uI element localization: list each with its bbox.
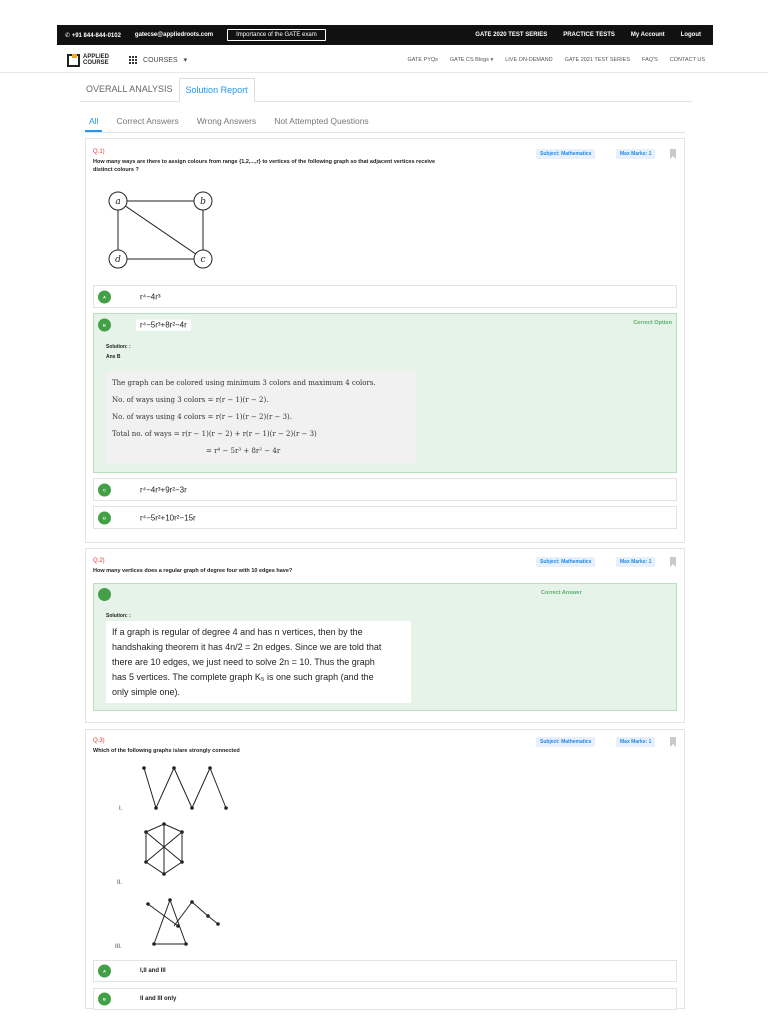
phone-number[interactable] [65, 32, 121, 39]
courses-menu[interactable] [129, 56, 187, 64]
graph-ii [136, 818, 206, 883]
solution-line-3: there are 10 edges, we just need to solve 2n = 10. Thus the graph [112, 657, 375, 667]
math-line-3: No. of ways using 4 colors = r(r − 1)(r − 2)(r − 3). [112, 413, 293, 421]
nav-contact-us[interactable]: CONTACT US [669, 57, 705, 63]
phone-text: +91 844-844-0102 [71, 32, 121, 39]
option-text-b: II and III only [140, 996, 177, 1002]
correct-answer-box [93, 583, 677, 711]
navbar-divider [0, 72, 768, 73]
option-b[interactable] [94, 314, 676, 336]
filter-all[interactable]: All [85, 113, 102, 132]
solution-line-2: handshaking theorem it has 4n/2 = 2n edges. Since we are told that [112, 642, 382, 652]
question-text-line1: How many ways are there to assign colours from range {1,2,...,r} to vertices of the following graph so that adjacent vertices receive [93, 159, 436, 165]
question-card-2 [85, 548, 685, 723]
bookmark-icon[interactable] [670, 737, 676, 746]
logout-link[interactable]: Logout [680, 32, 701, 38]
subject-badge: Subject: Mathematics [536, 557, 595, 567]
nav-gate-2021-test-series[interactable]: GATE 2021 TEST SERIES [564, 57, 631, 63]
graph-iii [136, 890, 236, 960]
option-a[interactable] [93, 960, 677, 982]
math-line-4: Total no. of ways = r(r − 1)(r − 2) + r(r − 1)(r − 2)(r − 3) [112, 430, 317, 438]
main-navbar [57, 49, 713, 71]
solution-line-4: has 5 vertices. The complete graph K₅ is one such graph (and the [112, 672, 374, 682]
grid-icon [129, 56, 137, 64]
nav-gate-pyqs[interactable]: GATE PYQs [407, 57, 438, 63]
answer-circle-icon [98, 588, 111, 601]
option-b[interactable] [93, 988, 677, 1010]
option-letter-b: B [98, 319, 111, 332]
node-label-c: c [200, 255, 206, 265]
question-text: Which of the following graphs is/are strongly connected [93, 748, 240, 754]
filter-tabs [85, 113, 685, 133]
option-text-c: r⁴−4r³+9r²−3r [140, 485, 187, 494]
subject-badge: Subject: Mathematics [536, 149, 595, 159]
filter-not-attempted[interactable]: Not Attempted Questions [274, 116, 369, 126]
logo-line2: COURSE [83, 60, 109, 66]
question-card-1 [85, 138, 685, 543]
math-line-5: = r⁴ − 5r³ + 8r² − 4r [206, 447, 281, 455]
graph-label-ii: II. [117, 880, 123, 886]
option-text-a: I,II and III [140, 968, 166, 974]
node-label-b: b [200, 197, 206, 207]
solution-label: Solution: : [106, 613, 131, 619]
my-account-link[interactable]: My Account [630, 32, 665, 38]
gate-2020-test-series-link[interactable]: GATE 2020 TEST SERIES [475, 32, 548, 38]
node-label-d: d [115, 255, 121, 265]
solution-label: Solution: : [106, 344, 131, 350]
correct-option-tag: Correct Option [633, 320, 672, 326]
nav-live-on-demand[interactable]: LIVE ON-DEMAND [505, 57, 553, 63]
gate-importance-button[interactable]: Importance of the GATE exam [227, 29, 326, 41]
question-text: How many vertices does a regular graph of degree four with 10 edges have? [93, 568, 293, 574]
practice-tests-link[interactable]: PRACTICE TESTS [563, 32, 615, 38]
option-letter-a: A [98, 965, 111, 978]
option-c[interactable] [93, 478, 677, 501]
phone-icon: ✆ [65, 32, 72, 39]
top-contact-bar [57, 25, 713, 45]
tab-solution-report[interactable]: Solution Report [179, 78, 255, 102]
node-label-a: a [115, 197, 121, 207]
graph-label-i: I. [119, 806, 123, 812]
option-letter-a: A [98, 290, 111, 303]
solution-line-1: If a graph is regular of degree 4 and has n vertices, then by the [112, 627, 363, 637]
email-link[interactable]: gatecse@appliedroots.com [134, 32, 214, 38]
tab-overall-analysis[interactable]: OVERALL ANALYSIS [86, 84, 173, 94]
question-graph [103, 189, 223, 269]
nav-gate-cs-blogs[interactable]: GATE CS Blogs ▾ [449, 57, 494, 63]
solution-line-5: only simple one). [112, 687, 181, 697]
filter-correct-answers[interactable]: Correct Answers [116, 116, 179, 126]
solution-math [106, 371, 416, 463]
math-line-1: The graph can be colored using minimum 3 colors and maximum 4 colors. [112, 379, 376, 387]
correct-answer-tag: Correct Answer [541, 590, 582, 596]
logo-text [83, 54, 109, 66]
report-tabs [80, 78, 692, 102]
caret-down-icon: ▾ [183, 57, 188, 64]
filter-wrong-answers[interactable]: Wrong Answers [196, 116, 257, 126]
bookmark-icon[interactable] [670, 149, 676, 158]
bookmark-icon[interactable] [670, 557, 676, 566]
question-number: Q.1) [93, 149, 105, 155]
option-letter-b: B [98, 993, 111, 1006]
question-text [93, 158, 553, 174]
question-text-line2: distinct colours ? [93, 167, 139, 173]
option-text-d: r⁴−5r²+10r²−15r [140, 513, 196, 522]
option-letter-d: D [98, 511, 111, 524]
solution-text [106, 621, 411, 703]
graph-label-iii: III. [115, 944, 122, 950]
subject-badge: Subject: Mathematics [536, 737, 595, 747]
max-marks-badge: Max Marks: 1 [616, 149, 655, 159]
math-line-2: No. of ways using 3 colors = r(r − 1)(r − 2). [112, 396, 269, 404]
graph-i [134, 760, 244, 820]
logo-line1: APPLIED [83, 54, 110, 60]
logo-mark-icon [67, 54, 80, 67]
option-a[interactable] [93, 285, 677, 308]
option-text-a: r⁴−4r³ [140, 292, 161, 301]
option-d[interactable] [93, 506, 677, 529]
option-text-b: r⁴−5r³+8r²−4r [136, 320, 191, 331]
correct-option-box [93, 313, 677, 473]
answer-label: Ans B [106, 354, 121, 360]
max-marks-badge: Max Marks: 1 [616, 557, 655, 567]
question-number: Q.3) [93, 738, 105, 744]
question-number: Q.2) [93, 558, 105, 564]
question-card-3 [85, 729, 685, 1009]
max-marks-badge: Max Marks: 1 [616, 737, 655, 747]
courses-label: COURSES [143, 56, 178, 64]
applied-course-logo[interactable] [67, 54, 109, 67]
option-letter-c: C [98, 483, 111, 496]
nav-faqs[interactable]: FAQ'S [642, 57, 658, 63]
